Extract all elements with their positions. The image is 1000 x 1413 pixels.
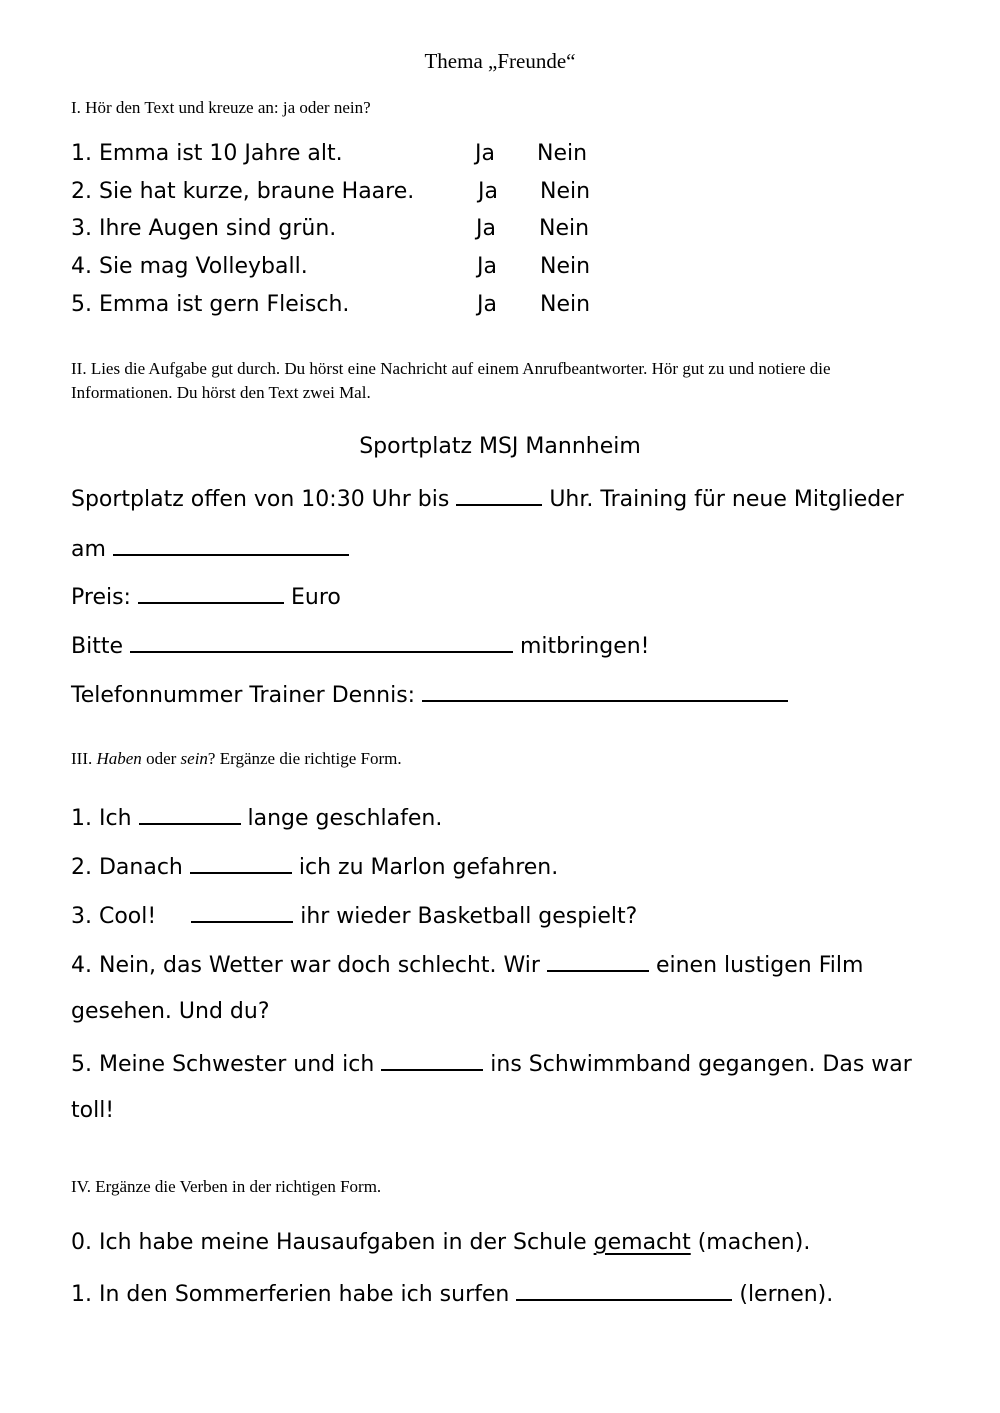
nein-option[interactable]: Nein	[539, 216, 590, 241]
list-item-text: 5. Emma ist gern Fleisch.	[71, 292, 350, 317]
exercise-text: ins Schwimmband gegangen. Das war	[490, 1052, 912, 1077]
exercise-text: 5. Meine Schwester und ich	[71, 1052, 375, 1077]
exercise-line-continued: gesehen. Und du?	[71, 999, 270, 1024]
instruction-text: ? Ergänze die richtige Form.	[207, 749, 402, 768]
info-text: Preis:	[71, 585, 131, 610]
nein-option[interactable]: Nein	[540, 254, 591, 279]
instruction-text: III.	[71, 749, 97, 768]
exercise-text: 4. Nein, das Wetter war doch schlecht. Wir	[71, 953, 540, 978]
exercise-text: (lernen).	[739, 1282, 834, 1307]
section4-instruction: IV. Ergänze die Verben in der richtigen Form.	[71, 1177, 382, 1196]
info-text: Sportplatz offen von 10:30 Uhr bis	[71, 487, 450, 512]
exercise-line	[71, 1279, 833, 1307]
blank-field[interactable]	[191, 901, 293, 923]
blank-field[interactable]	[381, 1049, 483, 1071]
info-line-day	[71, 534, 349, 562]
info-line-price	[71, 582, 341, 610]
example-text: 0. Ich habe meine Hausaufgaben in der Schule	[71, 1230, 587, 1255]
exercise-line	[71, 950, 863, 978]
page-title: Thema „Freunde“	[424, 49, 576, 73]
section3-instruction	[71, 749, 402, 769]
info-text: mitbringen!	[520, 634, 650, 659]
exercise-text: lange geschlafen.	[247, 806, 443, 831]
ja-option[interactable]: Ja	[477, 292, 497, 317]
exercise-text: 1. In den Sommerferien habe ich surfen	[71, 1282, 510, 1307]
ja-option[interactable]: Ja	[476, 216, 496, 241]
exercise-line	[71, 803, 442, 831]
info-text: Telefonnummer Trainer Dennis:	[71, 683, 416, 708]
blank-field[interactable]	[139, 803, 241, 825]
blank-field[interactable]	[422, 680, 788, 702]
ja-option[interactable]: Ja	[477, 254, 497, 279]
section2-heading: Sportplatz MSJ Mannheim	[359, 434, 641, 459]
instruction-sein: sein	[180, 749, 208, 768]
instruction-text: oder	[141, 749, 181, 768]
exercise-line	[71, 1049, 912, 1077]
section1-instruction: I. Hör den Text und kreuze an: ja oder nein?	[71, 98, 371, 117]
exercise-line	[71, 852, 558, 880]
example-answer: gemacht	[593, 1230, 691, 1255]
list-item-text: 4. Sie mag Volleyball.	[71, 254, 308, 279]
blank-field[interactable]	[190, 852, 292, 874]
instruction-haben: Haben	[96, 749, 142, 768]
blank-field[interactable]	[547, 950, 649, 972]
blank-field[interactable]	[130, 631, 513, 653]
list-item-text: 3. Ihre Augen sind grün.	[71, 216, 337, 241]
section2-instruction: II. Lies die Aufgabe gut durch. Du hörst eine Nachricht auf einem Anrufbeantworter. Hör gut zu und notiere die Informationen. Du hörst den Text zwei Mal.	[71, 359, 831, 402]
blank-field[interactable]	[516, 1279, 732, 1301]
exercise-text: ich zu Marlon gefahren.	[298, 855, 559, 880]
exercise-text: 1. Ich	[71, 806, 132, 831]
info-text: Uhr. Training für neue Mitglieder	[549, 487, 904, 512]
nein-option[interactable]: Nein	[537, 141, 588, 166]
list-item-text: 2. Sie hat kurze, braune Haare.	[71, 179, 415, 204]
example-text: (machen).	[697, 1230, 811, 1255]
exercise-text: 3. Cool!	[71, 904, 157, 929]
info-text: Bitte	[71, 634, 123, 659]
ja-option[interactable]: Ja	[475, 141, 495, 166]
exercise-text: ihr wieder Basketball gespielt?	[300, 904, 638, 929]
exercise-line-continued: toll!	[71, 1098, 115, 1123]
nein-option[interactable]: Nein	[540, 179, 591, 204]
blank-field[interactable]	[138, 582, 284, 604]
nein-option[interactable]: Nein	[540, 292, 591, 317]
info-text: am	[71, 537, 106, 562]
exercise-line	[71, 901, 637, 929]
blank-field[interactable]	[113, 534, 349, 556]
exercise-text: einen lustigen Film	[655, 953, 864, 978]
info-line-hours	[71, 484, 904, 512]
info-line-bring	[71, 631, 650, 659]
info-text: Euro	[290, 585, 341, 610]
info-line-phone	[71, 680, 788, 708]
exercise-text: 2. Danach	[71, 855, 183, 880]
example-line	[71, 1230, 810, 1255]
blank-field[interactable]	[456, 484, 542, 506]
list-item-text: 1. Emma ist 10 Jahre alt.	[71, 141, 343, 166]
ja-option[interactable]: Ja	[478, 179, 498, 204]
